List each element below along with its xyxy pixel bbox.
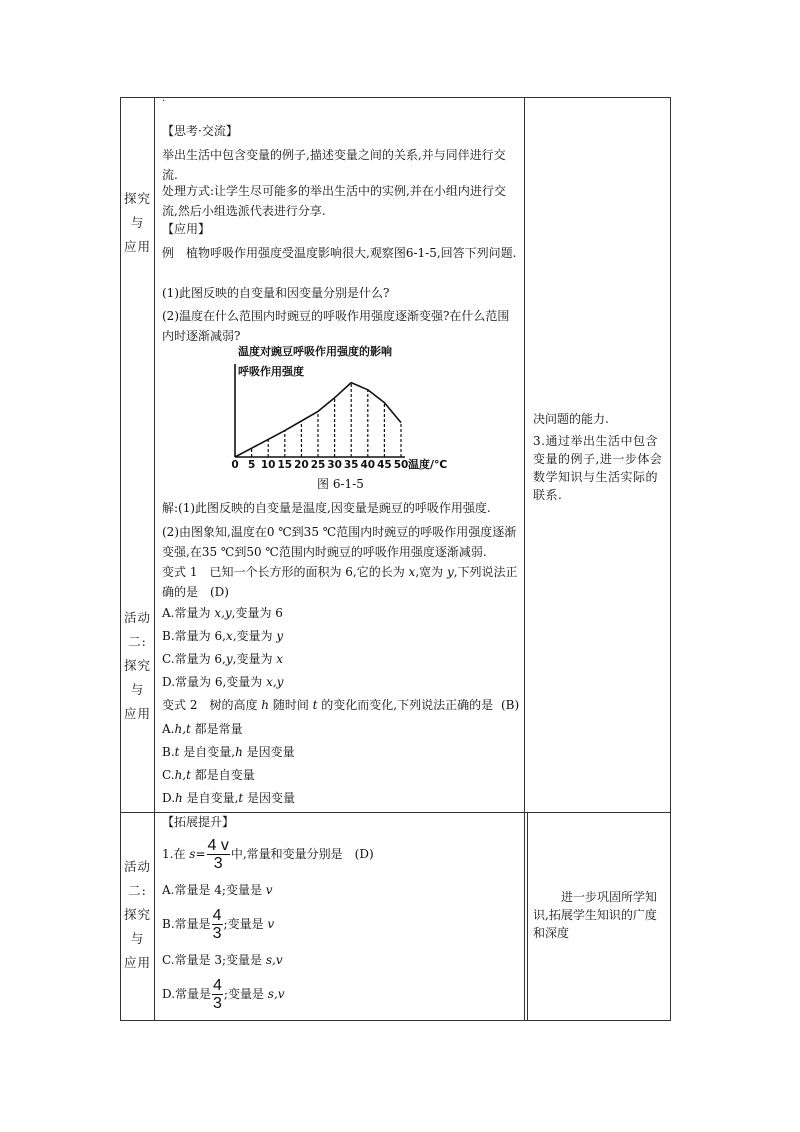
heading-application: 【应用】: [162, 222, 211, 236]
heading-think-exchange: 【思考·交流】: [162, 124, 238, 138]
right-text-2: 3.通过举出生活中包含变量的例子,进一步体会数学知识与生活实际的联系.: [533, 434, 663, 502]
paragraph-method: 处理方式:让学生尽可能多的举出生活中的实例,并在小组内进行交流,然后小组选派代表进行分享.: [162, 184, 506, 218]
chart-tick-label-15: 15: [277, 459, 293, 471]
fraction-4-over-3: $\frac{4}{3}$: [213, 977, 222, 1012]
chart-tick-label-25: 25: [310, 459, 326, 471]
question-2: (2)温度在什么范围内时豌豆的呼吸作用强度逐渐变强?在什么范围内时逐渐减弱?: [162, 309, 510, 343]
chart-tick-label-5: 5: [247, 459, 256, 471]
right-text-3: 进一步巩固所学知识,拓展学生知识的广度和深度: [533, 890, 658, 940]
table-border-bottom: [120, 1020, 671, 1021]
column-divider-2: [524, 97, 525, 1021]
side-label-1: 探究 与 应用: [123, 191, 151, 254]
extension-option-d: D.常量是 $\frac{4}{3}$ ;变量是 s,v: [162, 977, 285, 1012]
variant-2-answer: (B): [500, 698, 520, 712]
chart-xlabel: 温度/℃: [408, 458, 448, 471]
table-border-right: [670, 97, 671, 1021]
content-cell-inner-border: [527, 812, 528, 1021]
side-label-2: 活动 二: 探究 与 应用: [123, 610, 151, 721]
variant-2-option-c: C.h,t 都是自变量: [162, 768, 255, 782]
chart-tick-label-35: 35: [343, 459, 359, 471]
variant-2-option-b: B.t 是自变量,h 是因变量: [162, 745, 295, 759]
chart-tick-label-30: 30: [327, 459, 342, 471]
variant-2-option-a: A.h,t 都是常量: [162, 722, 243, 736]
variant-1-option-b: B.常量为 6,x,变量为 y: [162, 629, 284, 643]
extension-option-a: A.常量是 4;变量是 v: [162, 883, 273, 897]
answer-1: 解:(1)此图反映的自变量是温度,因变量是豌豆的呼吸作用强度.: [162, 501, 491, 515]
fraction-4v-over-3: $\frac{4 v}{3}$: [207, 837, 229, 872]
variant-1-question: 变式 1 已知一个长方形的面积为 6,它的长为 x,宽为 y,下列说法正确的是 (D): [162, 565, 518, 599]
extension-question: 1.在 s= $\frac{4 v}{3}$ 中,常量和变量分别是 (D): [162, 837, 374, 872]
chart-tick-label-0: 0: [231, 459, 239, 471]
side-label-3: 活动 二: 探究 与 应用: [123, 859, 151, 970]
chart-ylabel: 呼吸作用强度: [238, 365, 304, 378]
column-divider-1: [154, 97, 155, 1021]
variant-1-option-a: A.常量为 x,y,变量为 6: [162, 606, 283, 620]
chart-tick-label-10: 10: [260, 459, 276, 471]
extension-option-b: B.常量是 $\frac{4}{3}$ ;变量是 v: [162, 907, 275, 942]
chart-tick-label-50: 50: [393, 459, 409, 471]
fraction-4-over-3: $\frac{4}{3}$: [212, 907, 222, 942]
variant-1-option-d: D.常量为 6,变量为 x,y: [162, 675, 284, 689]
chart-tick-label-20: 20: [294, 459, 309, 471]
table-border-top: [120, 97, 671, 98]
answer-2: (2)由图象知,温度在0 ℃到35 ℃范围内时豌豆的呼吸作用强度逐渐变强,在35 ℃到50 ℃范围内时豌豆的呼吸作用强度逐渐减弱.: [162, 525, 517, 559]
variant-2-option-d: D.h 是自变量,t 是因变量: [162, 791, 296, 805]
chart-title: 温度对豌豆呼吸作用强度的影响: [238, 345, 392, 358]
extension-option-c: C.常量是 3;变量是 s,v: [162, 953, 283, 967]
variant-1-option-c: C.常量为 6,y,变量为 x: [162, 652, 284, 666]
top-dot: ·: [162, 96, 166, 107]
chart-tick-label-40: 40: [360, 459, 376, 471]
example-text: 例 植物呼吸作用强度受温度影响很大,观察图6-1-5,回答下列问题.: [162, 246, 517, 260]
respiration-chart: [225, 342, 465, 472]
chart-tick-label-45: 45: [377, 459, 392, 471]
paragraph-examples: 举出生活中包含变量的例子,描述变量之间的关系,并与同伴进行交流.: [162, 148, 506, 182]
right-text-1: 决问题的能力.: [533, 412, 609, 426]
heading-extension: 【拓展提升】: [162, 815, 235, 829]
figure-caption: 图 6-1-5: [317, 477, 364, 491]
question-1: (1)此图反映的自变量和因变量分别是什么?: [162, 286, 390, 300]
variant-2-question: 变式 2 树的高度 h 随时间 t 的变化而变化,下列说法正确的是 (B): [162, 698, 520, 712]
